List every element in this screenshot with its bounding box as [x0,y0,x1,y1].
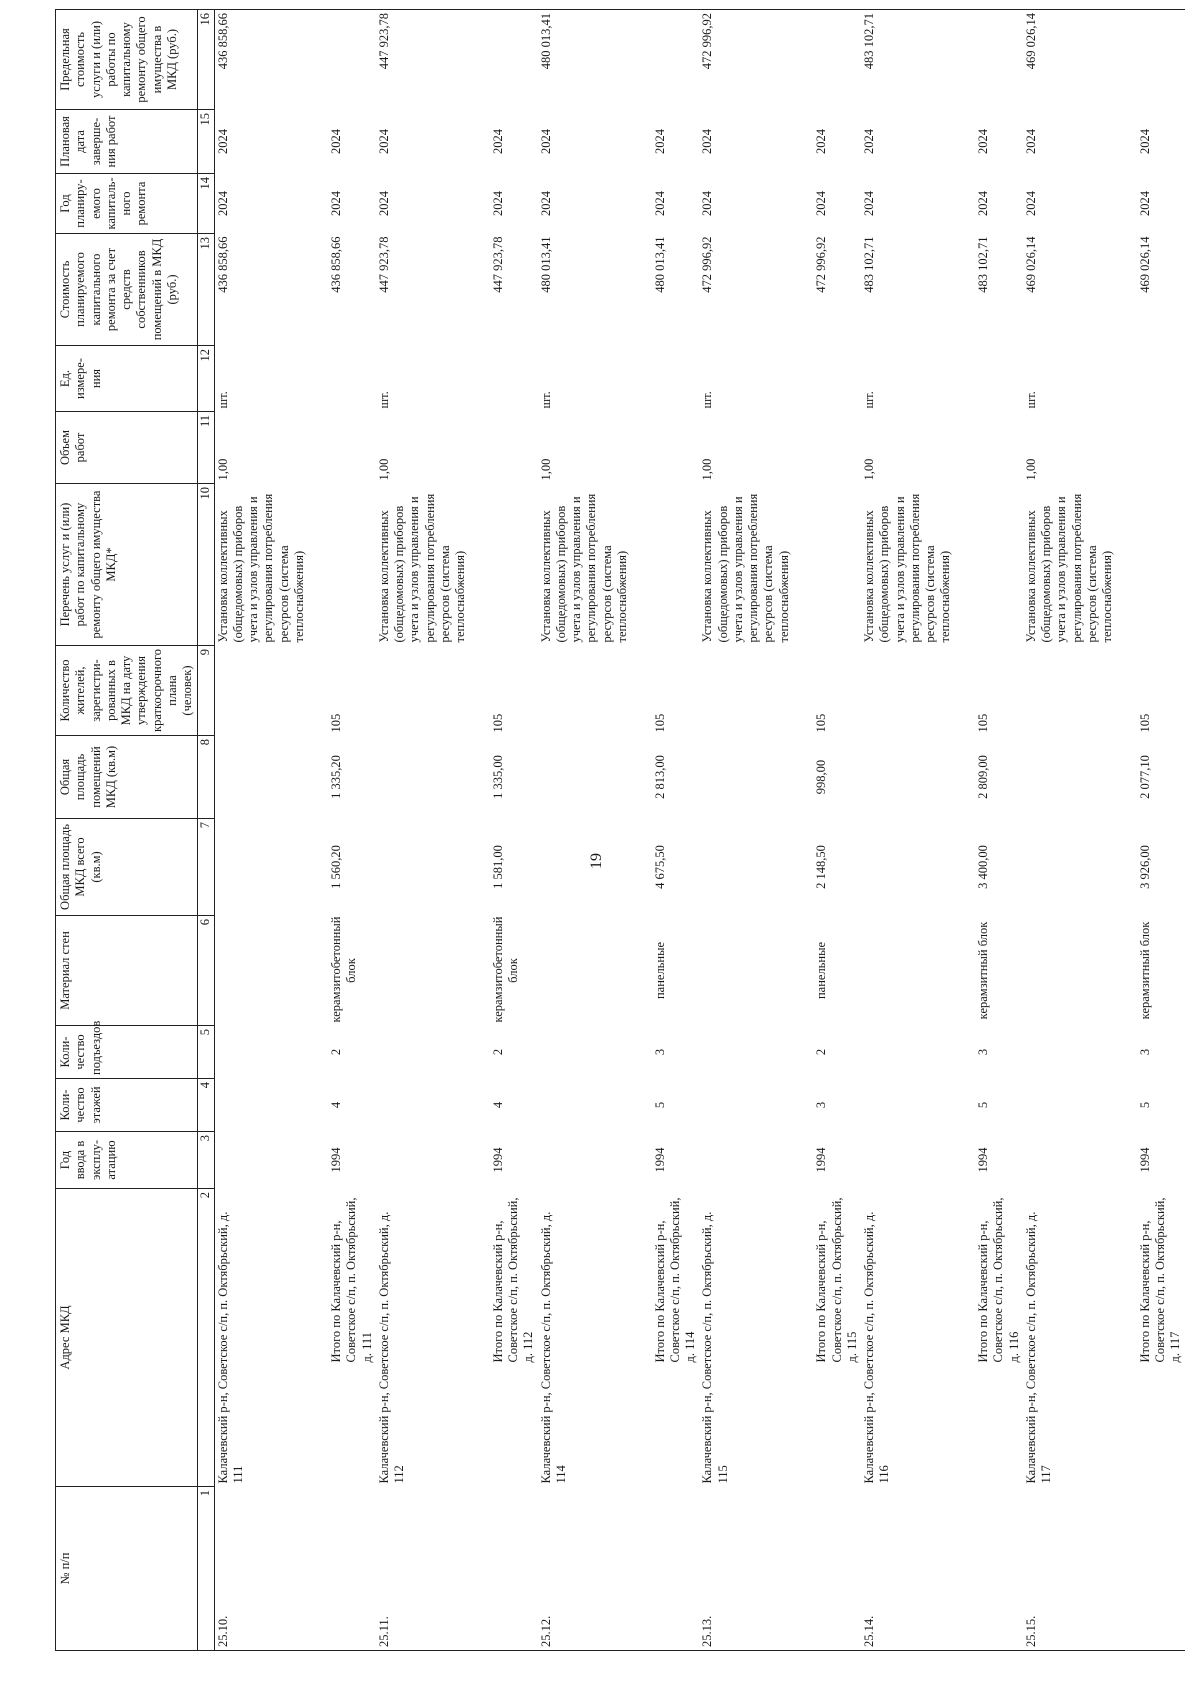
column-number: 2 [198,1189,214,1487]
empty-cell [861,1132,975,1189]
floors-cell: 4 [490,1101,505,1109]
area-premises-cell: 1 335,00 [490,755,505,799]
header-cell: Ед. измере-ния [56,346,198,412]
empty-cell [214,1132,328,1189]
empty-cell [699,1132,813,1189]
empty-cell [699,646,813,736]
column-number: 14 [198,174,214,234]
row-number: 25.12. [538,1487,652,1651]
residents-cell: 105 [1137,713,1152,733]
total-year-cell: 2024 [490,191,505,216]
area-premises-cell: 1 335,20 [329,755,343,799]
total-year-cell: 2024 [814,191,829,216]
area-premises-cell: 2 809,00 [976,755,990,799]
limit-cost-cell: 447 923,78 [376,10,490,110]
empty-cell [376,1079,490,1132]
empty-cell [538,819,652,916]
empty-cell [328,1487,376,1651]
unit-cell: шт. [1023,391,1038,409]
empty-cell [652,10,700,110]
total-year-cell: 2024 [329,191,343,216]
finish-date-cell: 2024 [1023,129,1038,154]
empty-cell [214,819,328,916]
work-list-cell: Установка коллективных (общедомовых) приборов учета и узлов управления и регулирования потребления ресурсов (система теплоснабжения) [215,493,306,643]
empty-cell [490,412,538,484]
empty-cell [652,412,700,484]
area-total-cell: 4 675,50 [652,845,667,889]
table-row [538,10,652,1651]
rotated-table-container [55,13,1183,1651]
empty-cell [1023,1079,1137,1132]
header-cell: Адрес МКД [56,1189,198,1487]
column-number: 4 [198,1079,214,1132]
empty-cell [490,346,538,412]
empty-cell [376,1132,490,1189]
residents-cell: 105 [652,713,667,733]
total-label-cell: Итого по Калачевский р-н, Советское с/п, п. Октябрьский, д. 116 [976,1197,1021,1363]
empty-cell [538,916,652,1026]
area-total-cell: 2 148,50 [814,845,829,889]
empty-cell [813,10,861,110]
year-built-cell: 1994 [490,1147,505,1173]
table-body [214,10,1185,1651]
total-row [490,10,538,1651]
header-cell: Год ввода в эксплу-атацию [56,1132,198,1189]
work-list-cell: Установка коллективных (общедомовых) приборов учета и узлов управления и регулирования потребления ресурсов (система теплоснабжения) [862,493,953,643]
empty-cell [975,412,1023,484]
column-number: 10 [198,484,214,646]
column-number: 11 [198,412,214,484]
area-total-cell: 1 560,20 [329,845,343,889]
column-number: 12 [198,346,214,412]
total-year-cell: 2024 [976,191,990,216]
address-cell: Калачевский р-н, Советское с/п, п. Октябрьский, д. 114 [538,1211,568,1484]
header-cell: Плановая дата заверше-ния работ [56,110,198,174]
empty-cell [1023,1026,1137,1079]
entrances-cell: 2 [329,1048,343,1056]
volume-cell: 1,00 [538,458,553,481]
column-number: 15 [198,110,214,174]
empty-cell [214,1026,328,1079]
address-cell: Калачевский р-н, Советское с/п, п. Октябрьский, д. 117 [1023,1211,1053,1484]
empty-cell [861,736,975,819]
area-premises-cell: 2 077,10 [1137,755,1152,799]
total-row [975,10,1023,1651]
total-date-cell: 2024 [329,129,343,154]
area-total-cell: 1 581,00 [490,845,505,889]
empty-cell [538,1026,652,1079]
total-date-cell: 2024 [652,129,667,154]
empty-cell [490,1487,538,1651]
empty-cell [652,1487,700,1651]
empty-cell [861,819,975,916]
entrances-cell: 2 [814,1048,829,1056]
empty-cell [1137,1487,1185,1651]
header-cell: Перечень услуг и (или) работ по капитальному ремонту общего имущества МКД* [56,484,198,646]
wall-material-cell: керамзитный блок [976,921,990,1020]
finish-date-cell: 2024 [215,129,230,154]
empty-cell [861,646,975,736]
work-list-cell: Установка коллективных (общедомовых) приборов учета и узлов управления и регулирования потребления ресурсов (система теплоснабжения) [376,493,467,643]
total-row [1137,10,1185,1651]
column-number: 6 [198,916,214,1026]
empty-cell [813,484,861,646]
unit-cell: шт. [862,391,876,409]
empty-cell [214,1079,328,1132]
repair-year-cell: 2024 [538,191,553,216]
wall-material-cell: керамзитный блок [1137,921,1152,1020]
residents-cell: 105 [814,713,829,733]
residents-cell: 105 [329,713,343,733]
empty-cell [490,10,538,110]
empty-cell [538,736,652,819]
area-total-cell: 3 926,00 [1137,845,1152,889]
empty-cell [699,1026,813,1079]
finish-date-cell: 2024 [862,129,876,154]
header-cell: Коли-чество подъездов [56,1026,198,1079]
total-cost-cell: 436 858,66 [329,236,343,293]
table-row [699,10,813,1651]
header-cell: Материал стен [56,916,198,1026]
empty-cell [652,484,700,646]
address-cell: Калачевский р-н, Советское с/п, п. Октябрьский, д. 115 [700,1211,730,1484]
volume-cell: 1,00 [376,458,391,481]
residents-cell: 105 [490,713,505,733]
address-cell: Калачевский р-н, Советское с/п, п. Октябрьский, д. 111 [215,1211,245,1484]
empty-cell [538,1132,652,1189]
entrances-cell: 3 [652,1048,667,1056]
cost-cell: 480 013,41 [538,236,553,293]
work-list-cell: Установка коллективных (общедомовых) приборов учета и узлов управления и регулирования потребления ресурсов (система теплоснабжения) [1023,493,1114,643]
empty-cell [813,1487,861,1651]
empty-cell [861,1079,975,1132]
work-list-cell: Установка коллективных (общедомовых) приборов учета и узлов управления и регулирования потребления ресурсов (система теплоснабжения) [700,493,791,643]
empty-cell [699,819,813,916]
empty-cell [328,10,376,110]
empty-cell [975,484,1023,646]
empty-cell [1137,484,1185,646]
cost-cell: 447 923,78 [376,236,391,293]
empty-cell [699,916,813,1026]
empty-cell [538,646,652,736]
entrances-cell: 3 [1137,1048,1152,1056]
entrances-cell: 3 [976,1048,990,1056]
wall-material-cell: панельные [652,941,667,1000]
address-cell: Калачевский р-н, Советское с/п, п. Октябрьский, д. 112 [376,1211,406,1484]
floors-cell: 5 [652,1101,667,1109]
area-total-cell: 3 400,00 [976,845,990,889]
total-label-cell: Итого по Калачевский р-н, Советское с/п, п. Октябрьский, д. 111 [329,1197,374,1363]
residents-cell: 105 [976,713,990,733]
empty-cell [1023,1132,1137,1189]
empty-cell [376,916,490,1026]
cost-cell: 469 026,14 [1023,236,1038,293]
table-row [861,10,975,1651]
empty-cell [328,484,376,646]
row-number: 25.13. [699,1487,813,1651]
cost-cell: 483 102,71 [862,236,876,293]
empty-cell [1023,736,1137,819]
row-number: 25.15. [1023,1487,1137,1651]
empty-cell [699,736,813,819]
volume-cell: 1,00 [862,458,876,481]
total-row [813,10,861,1651]
limit-cost-cell: 436 858,66 [214,10,328,110]
empty-cell [376,819,490,916]
empty-cell [1023,646,1137,736]
header-cell: Объем работ [56,412,198,484]
address-cell: Калачевский р-н, Советское с/п, п. Октябрьский, д. 116 [862,1211,892,1484]
volume-cell: 1,00 [215,458,230,481]
finish-date-cell: 2024 [700,129,715,154]
cost-cell: 472 996,92 [700,236,715,293]
empty-cell [328,346,376,412]
limit-cost-cell: 483 102,71 [861,10,975,110]
page-number: 19 [588,853,605,869]
empty-cell [1137,10,1185,110]
total-cost-cell: 469 026,14 [1137,236,1152,293]
total-date-cell: 2024 [814,129,829,154]
empty-cell [214,736,328,819]
empty-cell [376,646,490,736]
empty-cell [214,646,328,736]
floors-cell: 3 [814,1101,829,1109]
wall-material-cell: керамзитобетонный блок [329,916,359,1023]
total-cost-cell: 447 923,78 [490,236,505,293]
header-number-row [198,10,214,1651]
empty-cell [1023,916,1137,1026]
capital-repair-table [55,9,1185,1651]
repair-year-cell: 2024 [700,191,715,216]
column-number: 9 [198,646,214,736]
empty-cell [975,10,1023,110]
empty-cell [214,916,328,1026]
area-premises-cell: 2 813,00 [652,755,667,799]
year-built-cell: 1994 [814,1147,829,1173]
total-year-cell: 2024 [1137,191,1152,216]
wall-material-cell: керамзитобетонный блок [490,916,520,1023]
floors-cell: 5 [1137,1101,1152,1109]
entrances-cell: 2 [490,1048,505,1056]
empty-cell [1137,412,1185,484]
floors-cell: 5 [976,1101,990,1109]
volume-cell: 1,00 [700,458,715,481]
column-number: 5 [198,1026,214,1079]
row-number: 25.11. [376,1487,490,1651]
header-cell: Год планиру-емого капиталь-ного ремонта [56,174,198,234]
header-row [56,10,198,1651]
unit-cell: шт. [376,391,391,409]
empty-cell [813,346,861,412]
unit-cell: шт. [538,391,553,409]
empty-cell [1137,346,1185,412]
total-label-cell: Итого по Калачевский р-н, Советское с/п, п. Октябрьский, д. 114 [652,1197,697,1363]
limit-cost-cell: 480 013,41 [538,10,652,110]
header-cell: № п/п [56,1487,198,1651]
table-row [214,10,328,1651]
finish-date-cell: 2024 [376,129,391,154]
total-date-cell: 2024 [1137,129,1152,154]
wall-material-cell: панельные [814,941,829,1000]
header-cell: Общая площадь помещений МКД (кв.м) [56,736,198,819]
column-number: 1 [198,1487,214,1651]
empty-cell [376,736,490,819]
total-date-cell: 2024 [490,129,505,154]
total-cost-cell: 483 102,71 [976,236,990,293]
table-row [376,10,490,1651]
unit-cell: шт. [215,391,230,409]
header-cell: Предельная стоимость услуги и (или) работы по капитальному ремонту общего имущества в МКД (руб.) [56,10,198,110]
total-row [328,10,376,1651]
table-row [1023,10,1137,1651]
empty-cell [861,1026,975,1079]
column-number: 7 [198,819,214,916]
header-cell: Стоимость планируемого капитального ремонта за счет средств собственников помещений в МКД (руб.) [56,234,198,346]
empty-cell [813,412,861,484]
repair-year-cell: 2024 [862,191,876,216]
empty-cell [861,916,975,1026]
column-number: 3 [198,1132,214,1189]
unit-cell: шт. [700,391,715,409]
year-built-cell: 1994 [1137,1147,1152,1173]
header-cell: Количество жителей, зарегистри-рованных в МКД на дату утверждения краткосрочного плана (человек) [56,646,198,736]
total-cost-cell: 472 996,92 [814,236,829,293]
repair-year-cell: 2024 [1023,191,1038,216]
total-row [652,10,700,1651]
volume-cell: 1,00 [1023,458,1038,481]
year-built-cell: 1994 [329,1147,343,1173]
total-label-cell: Итого по Калачевский р-н, Советское с/п, п. Октябрьский, д. 115 [814,1197,859,1363]
finish-date-cell: 2024 [538,129,553,154]
area-premises-cell: 998,00 [814,759,829,795]
empty-cell [652,346,700,412]
empty-cell [699,1079,813,1132]
empty-cell [975,1487,1023,1651]
repair-year-cell: 2024 [215,191,230,216]
empty-cell [1023,819,1137,916]
work-list-cell: Установка коллективных (общедомовых) приборов учета и узлов управления и регулирования потребления ресурсов (система теплоснабжения) [538,493,629,643]
column-number: 13 [198,234,214,346]
column-number: 8 [198,736,214,819]
header-cell: Общая площадь МКД всего (кв.м) [56,819,198,916]
row-number: 25.14. [861,1487,975,1651]
empty-cell [975,346,1023,412]
row-number: 25.10. [214,1487,328,1651]
empty-cell [376,1026,490,1079]
year-built-cell: 1994 [976,1147,990,1173]
empty-cell [328,412,376,484]
empty-cell [538,1079,652,1132]
repair-year-cell: 2024 [376,191,391,216]
cost-cell: 436 858,66 [215,236,230,293]
header-cell: Коли-чество этажей [56,1079,198,1132]
column-number: 16 [198,10,214,110]
total-cost-cell: 480 013,41 [652,236,667,293]
total-year-cell: 2024 [652,191,667,216]
total-label-cell: Итого по Калачевский р-н, Советское с/п, п. Октябрьский, д. 112 [490,1197,536,1363]
limit-cost-cell: 472 996,92 [699,10,813,110]
floors-cell: 4 [329,1101,343,1109]
empty-cell [490,484,538,646]
limit-cost-cell: 469 026,14 [1023,10,1137,110]
year-built-cell: 1994 [652,1147,667,1173]
total-label-cell: Итого по Калачевский р-н, Советское с/п, п. Октябрьский, д. 117 [1137,1197,1183,1363]
total-date-cell: 2024 [976,129,990,154]
